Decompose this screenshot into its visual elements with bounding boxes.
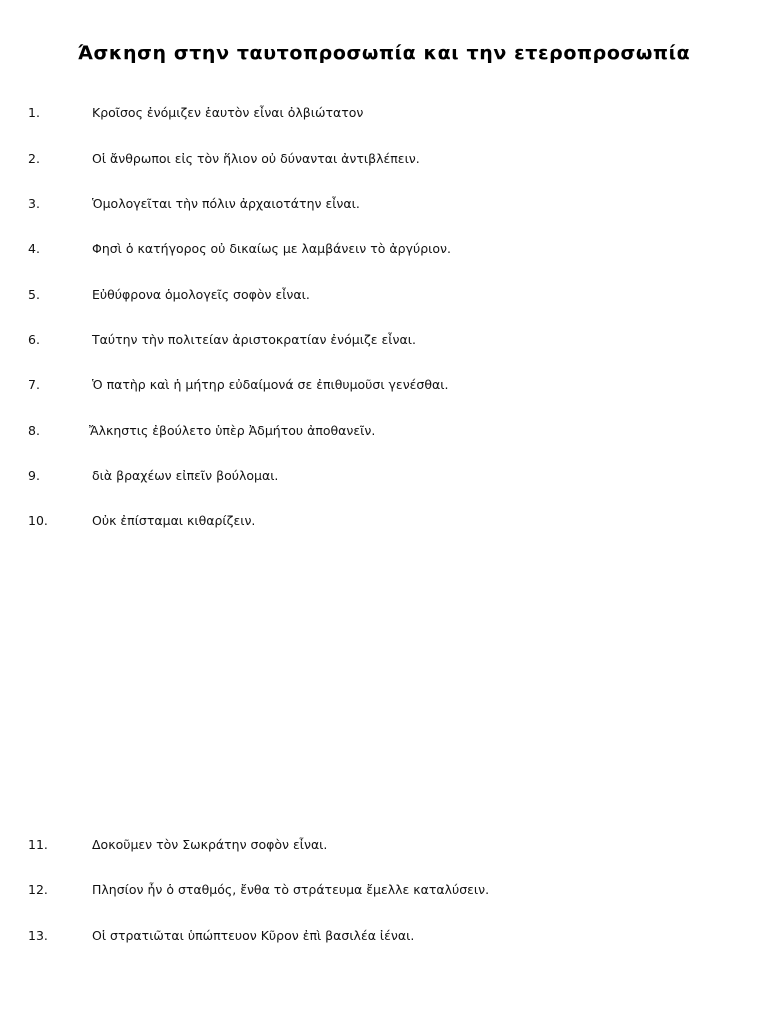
- item-text: διὰ βραχέων εἰπεῖν βούλομαι.: [92, 468, 279, 483]
- item-number: 9.: [28, 468, 40, 483]
- list-item: [0, 880, 768, 900]
- item-text: Οἱ ἄνθρωποι εἰς τὸν ἥλιον οὐ δύνανται ἀντιβλέπειν.: [92, 151, 420, 166]
- list-item: [0, 926, 768, 946]
- item-text: Φησὶ ὁ κατήγορος οὐ δικαίως με λαμβάνειν τὸ ἀργύριον.: [92, 241, 451, 256]
- list-item: [0, 466, 768, 486]
- list-item: [0, 285, 768, 305]
- item-number: 7.: [28, 377, 40, 392]
- item-number: 4.: [28, 241, 40, 256]
- item-text: Κροῖσος ἐνόμιζεν ἑαυτὸν εἶναι ὀλβιώτατον: [92, 105, 364, 120]
- item-text: Εὐθύφρονα ὁμολογεῖς σοφὸν εἶναι.: [92, 287, 310, 302]
- list-item: [0, 149, 768, 169]
- list-item: [0, 835, 768, 855]
- item-text: Ταύτην τὴν πολιτείαν ἀριστοκρατίαν ἐνόμιζε εἶναι.: [92, 332, 416, 347]
- item-number: 13.: [28, 928, 48, 943]
- list-item: [0, 421, 768, 441]
- item-number: 2.: [28, 151, 40, 166]
- item-text: Ὁμολογεῖται τὴν πόλιν ἀρχαιοτάτην εἶναι.: [92, 196, 360, 211]
- item-text: Πλησίον ἦν ὁ σταθμός, ἔνθα τὸ στράτευμα ἔμελλε καταλύσειν.: [92, 882, 490, 897]
- item-number: 1.: [28, 105, 40, 120]
- item-number: 11.: [28, 837, 48, 852]
- item-number: 10.: [28, 513, 48, 528]
- item-number: 12.: [28, 882, 48, 897]
- list-item: [0, 194, 768, 214]
- list-item: [0, 103, 768, 123]
- item-text: Δοκοῦμεν τὸν Σωκράτην σοφὸν εἶναι.: [92, 837, 328, 852]
- item-text: Οἱ στρατιῶται ὑπώπτευον Κῦρον ἐπὶ βασιλέα ἰέναι.: [92, 928, 415, 943]
- item-number: 5.: [28, 287, 40, 302]
- item-text: Ἄλκηστις ἐβούλετο ὑπὲρ Ἀδμήτου ἀποθανεῖν.: [89, 423, 376, 438]
- item-number: 8.: [28, 423, 40, 438]
- item-number: 6.: [28, 332, 40, 347]
- list-item: [0, 239, 768, 259]
- list-item: [0, 375, 768, 395]
- list-item: [0, 330, 768, 350]
- item-number: 3.: [28, 196, 40, 211]
- item-text: Οὐκ ἐπίσταμαι κιθαρίζειν.: [92, 513, 256, 528]
- page-title: Άσκηση στην ταυτοπροσωπία και την ετεροπροσωπία: [77, 42, 691, 64]
- item-text: Ὁ πατὴρ καὶ ἡ μήτηρ εὐδαίμονά σε ἐπιθυμοῦσι γενέσθαι.: [92, 377, 449, 392]
- list-item: [0, 511, 768, 531]
